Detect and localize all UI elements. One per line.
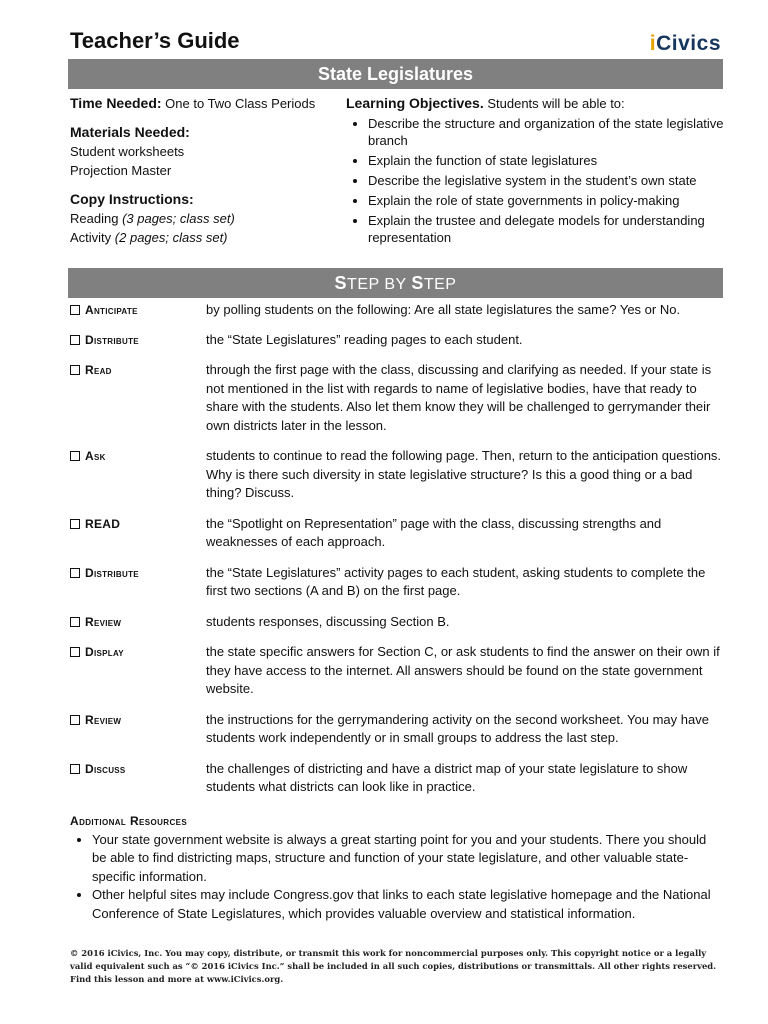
objectives-list bbox=[346, 115, 726, 246]
time-needed bbox=[70, 94, 340, 113]
objective-item: • Describe the structure and organization of the state legislative branch bbox=[368, 115, 726, 149]
objective-item: • Describe the legislative system in the student’s own state bbox=[368, 172, 726, 189]
step-verb: Display bbox=[85, 645, 124, 659]
step-verb: Distribute bbox=[85, 332, 139, 347]
checkbox-icon bbox=[70, 568, 80, 578]
step-verb: Review bbox=[85, 712, 122, 727]
checkbox-icon bbox=[70, 715, 80, 725]
step-text: the challenges of districting and have a district map of your state legislature to show students what districts can look like in practice. bbox=[206, 760, 688, 794]
checkbox-icon bbox=[70, 305, 80, 315]
step-verb: Anticipate bbox=[85, 303, 138, 317]
step-text: by polling students on the following: Are all state legislatures the same? Yes or No. bbox=[206, 302, 681, 317]
checkbox-icon bbox=[70, 451, 80, 461]
lesson-info bbox=[70, 94, 340, 247]
objective-item: • Explain the function of state legislatures bbox=[368, 152, 726, 169]
step-verb: Review bbox=[85, 614, 122, 629]
checkbox-icon bbox=[70, 764, 80, 774]
checkbox-icon bbox=[70, 617, 80, 627]
additional-resources bbox=[70, 812, 723, 923]
copy-item: Reading (3 pages; class set) bbox=[70, 211, 235, 226]
lesson-title-banner: State Legislatures bbox=[68, 59, 723, 89]
logo-prefix: i bbox=[649, 32, 657, 55]
step-text: the “Spotlight on Representation” page with the class, discussing strengths and weaknesses of each approach. bbox=[206, 515, 662, 549]
step-row bbox=[70, 613, 723, 632]
step-row bbox=[70, 643, 723, 699]
step-verb: Distribute bbox=[85, 565, 139, 580]
time-value: One to Two Class Periods bbox=[165, 96, 316, 111]
checkbox-icon bbox=[70, 519, 80, 529]
copyright-footer: © 2016 iCivics, Inc. You may copy, distribute, or transmit this work for noncommercial purposes only. This copyright notice or a legally valid equivalent such as “© 2016 iCivics Inc.” shall be included in all such copies, distributions or transmittals. All other rights reserved. Find this lesson and more at www.iCivics.org. bbox=[70, 948, 717, 984]
step-text: the instructions for the gerrymandering activity on the second worksheet. You may have students work independently or in small groups to address the last step. bbox=[206, 711, 709, 745]
checkbox-icon bbox=[70, 647, 80, 657]
steps-list bbox=[70, 301, 723, 797]
page-title: Teacher’s Guide bbox=[70, 28, 240, 53]
step-row bbox=[70, 447, 723, 503]
step-text: the state specific answers for Section C, or ask students to find the answer on their own if they have access to the internet. All answers should be found on the state government website. bbox=[206, 644, 720, 696]
checkbox-icon bbox=[70, 365, 80, 375]
step-row bbox=[70, 515, 723, 552]
step-row bbox=[70, 301, 723, 320]
copy-label: Copy Instructions: bbox=[70, 191, 194, 207]
objectives-label: Learning Objectives. bbox=[346, 95, 484, 111]
step-text: through the first page with the class, discussing and clarifying as needed. If your state is not mentioned in the list with regards to name of legislative bodies, have that ready to share with the students. Also let them know they will be challenged to gerrymander their own districts later in the lesson. bbox=[206, 362, 712, 433]
step-row bbox=[70, 331, 723, 350]
step-text: students responses, discussing Section B. bbox=[206, 613, 450, 629]
additional-label: Additional Resources bbox=[70, 814, 188, 828]
step-verb: READ bbox=[85, 516, 121, 531]
step-verb: Discuss bbox=[85, 761, 126, 776]
step-text: the “State Legislatures” reading pages to each student. bbox=[206, 331, 523, 347]
step-row bbox=[70, 760, 723, 797]
additional-list bbox=[70, 831, 723, 924]
time-label: Time Needed: bbox=[70, 95, 162, 111]
step-text: students to continue to read the following page. Then, return to the anticipation questions. Why is there such diversity in state legislative structure? Is this a good thing or a bad thing? Discuss. bbox=[206, 448, 722, 500]
checkbox-icon bbox=[70, 335, 80, 345]
objective-item: • Explain the role of state governments in policy-making bbox=[368, 192, 726, 209]
step-verb: Read bbox=[85, 363, 112, 377]
learning-objectives bbox=[346, 94, 726, 249]
step-text: the “State Legislatures” activity pages to each student, asking students to complete the first two sections (A and B) on the first page. bbox=[206, 564, 706, 598]
step-row bbox=[70, 361, 723, 435]
objective-item: • Explain the trustee and delegate models for understanding representation bbox=[368, 212, 726, 246]
copy-item: Activity (2 pages; class set) bbox=[70, 230, 228, 245]
step-by-step-banner: STEP BY STEP bbox=[68, 268, 723, 298]
icivics-logo bbox=[650, 32, 721, 56]
resource-item: • Your state government website is always a great starting point for you and your students. There you should be able to find districting maps, structure and function of your state legislature, and other valuable state-specific information. bbox=[92, 831, 723, 887]
materials-label: Materials Needed: bbox=[70, 124, 190, 140]
step-row bbox=[70, 711, 723, 748]
materials-item: Student worksheets bbox=[70, 144, 185, 159]
step-row bbox=[70, 564, 723, 601]
resource-item: • Other helpful sites may include Congress.gov that links to each state legislative homepage and the National Conference of State Legislatures, which provides valuable overview and statistical information. bbox=[92, 886, 723, 923]
logo-main: Civics bbox=[656, 32, 721, 55]
step-verb: Ask bbox=[85, 449, 106, 463]
materials-item: Projection Master bbox=[70, 163, 172, 178]
header bbox=[68, 28, 723, 56]
objectives-intro: Students will be able to: bbox=[487, 96, 625, 111]
